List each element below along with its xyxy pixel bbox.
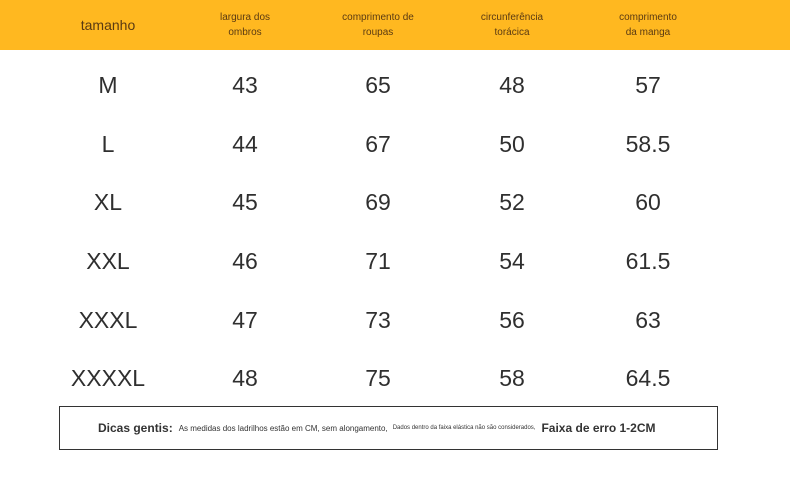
sleeve-cell: 60 <box>635 188 661 215</box>
shoulder-cell: 46 <box>232 247 258 274</box>
table-row <box>0 56 790 114</box>
length-cell: 65 <box>365 71 391 98</box>
tips-box <box>59 406 718 450</box>
table-row <box>0 232 790 290</box>
shoulder-cell: 47 <box>232 306 258 333</box>
table-row <box>0 115 790 173</box>
table-row <box>0 291 790 349</box>
measure-note: As medidas dos ladrilhos estão em CM, sem alongamento, <box>178 423 388 433</box>
chest-cell: 52 <box>499 188 525 215</box>
chest-cell: 56 <box>499 306 525 333</box>
shoulder-cell: 48 <box>232 364 258 391</box>
sleeve-cell: 57 <box>635 71 661 98</box>
chest-cell: 48 <box>499 71 525 98</box>
length-cell: 75 <box>365 364 391 391</box>
table-row <box>0 349 790 407</box>
header-length: comprimento de roupas <box>342 12 414 38</box>
header-size: tamanho <box>80 16 136 33</box>
sleeve-cell: 64.5 <box>625 364 671 391</box>
length-cell: 71 <box>365 247 391 274</box>
length-cell: 73 <box>365 306 391 333</box>
chest-cell: 58 <box>499 364 525 391</box>
size-cell: XXL <box>86 247 130 274</box>
sleeve-cell: 63 <box>635 306 661 333</box>
elastic-note: Dados dentro da faixa elástica não são considerados, <box>392 425 536 431</box>
size-cell: XL <box>93 188 123 215</box>
header-chest: circunferência torácica <box>480 12 544 38</box>
shoulder-cell: 44 <box>232 130 258 157</box>
shoulder-cell: 45 <box>232 188 258 215</box>
sleeve-cell: 58.5 <box>625 130 671 157</box>
size-cell: M <box>98 71 118 98</box>
header-shoulder: largura dos ombros <box>219 12 271 38</box>
sleeve-cell: 61.5 <box>625 247 671 274</box>
chest-cell: 50 <box>499 130 525 157</box>
size-cell: L <box>101 130 115 157</box>
table-row <box>0 173 790 231</box>
tips-label: Dicas gentis: <box>98 421 173 435</box>
header-sleeve: comprimento da manga <box>619 12 677 38</box>
length-cell: 69 <box>365 188 391 215</box>
chest-cell: 54 <box>499 247 525 274</box>
error-range: Faixa de erro 1-2CM <box>541 421 656 435</box>
size-cell: XXXXL <box>70 364 146 391</box>
shoulder-cell: 43 <box>232 71 258 98</box>
size-cell: XXXL <box>78 306 138 333</box>
length-cell: 67 <box>365 130 391 157</box>
table-header <box>0 0 790 50</box>
